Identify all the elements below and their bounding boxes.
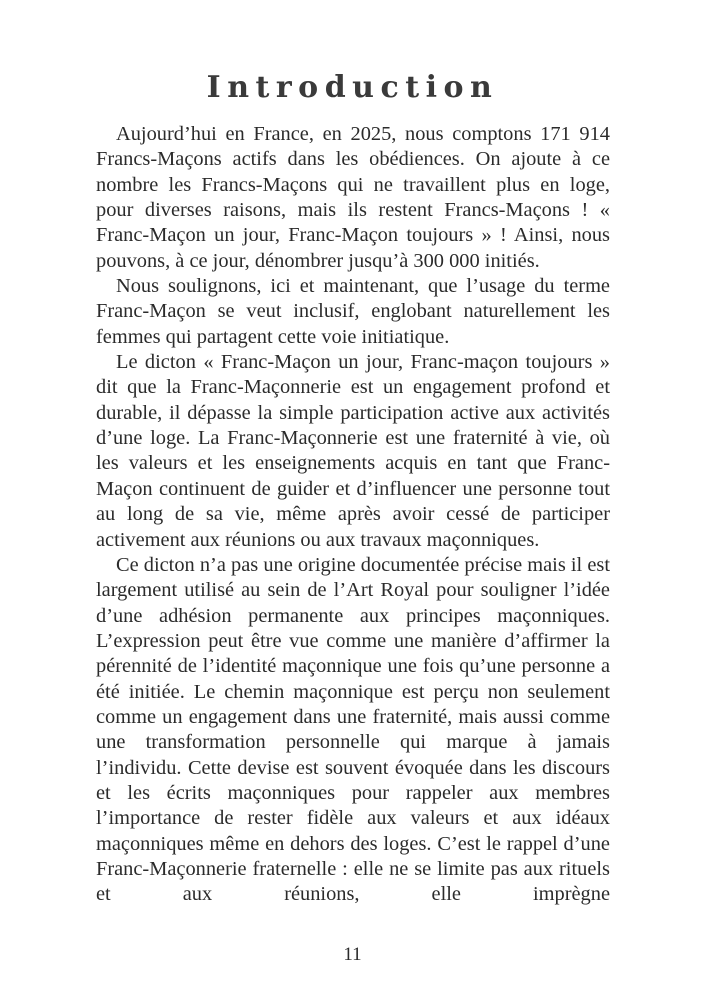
paragraph-3: Le dicton « Franc-Maçon un jour, Franc-maçon toujours » dit que la Franc-Maçonnerie est un engagement profond et durable, il dépasse la simple participation active aux activités d’une loge. La Franc-Maçonnerie est une fraternité à vie, où les valeurs et les enseignements acquis en tant que Franc-Maçon continuent de guider et d’influencer une personne tout au long de sa vie, même après avoir cessé de participer activement aux réunions ou aux travaux maçonniques. <box>96 351 610 551</box>
chapter-body <box>96 122 610 908</box>
paragraph-4: Ce dicton n’a pas une origine documentée précise mais il est largement utilisé au sein de l’Art Royal pour souligner l’idée d’une adhésion permanente aux principes maçonniques. L’expression peut être vue comme une manière d’affirmer la pérennité de l’identité maçonnique une fois qu’une personne a été initiée. Le chemin maçonnique est perçu non seulement comme un engagement dans une fraternité, mais aussi comme une transformation personnelle qui marque à jamais l’individu. Cette devise est souvent évoquée dans les discours et les écrits maçonniques pour rappeler aux membres l’importance de rester fidèle aux valeurs et aux idéaux maçonniques même en dehors des loges. C’est le rappel d’une Franc-Maçonnerie fraternelle : elle ne se limite pas aux rituels et aux réunions, elle imprègne <box>96 553 610 906</box>
paragraph-1: Aujourd’hui en France, en 2025, nous comptons 171 914 Francs-Maçons actifs dans les obédiences. On ajoute à ce nombre les Francs-Maçons qui ne travaillent plus en loge, pour diverses raisons, mais ils restent Francs-Maçons ! « Franc-Maçon un jour, Franc-Maçon toujours » ! Ainsi, nous pouvons, à ce jour, dénombrer jusqu’à 300 000 initiés. <box>96 123 610 272</box>
paragraph-2: Nous soulignons, ici et maintenant, que l’usage du terme Franc-Maçon se veut inclusif, englobant naturellement les femmes qui partagent cette voie initiatique. <box>96 275 610 348</box>
chapter-title: Introduction <box>206 70 499 105</box>
page-number: 11 <box>343 944 362 965</box>
